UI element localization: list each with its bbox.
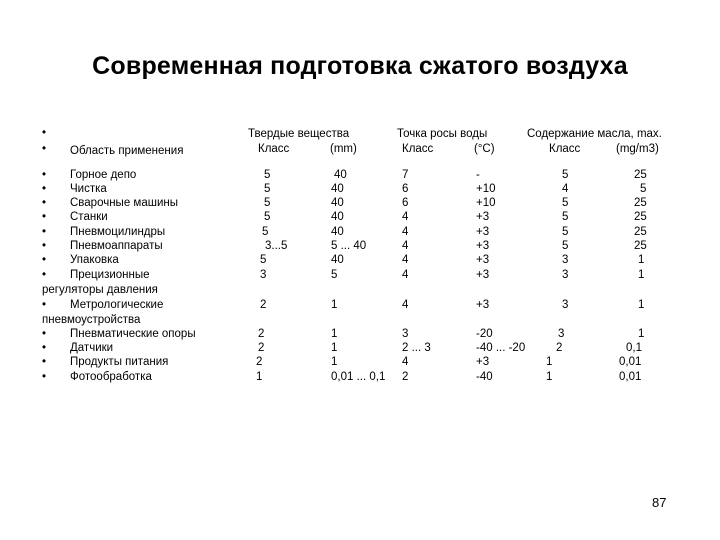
solids-class: 2 [260,299,267,311]
row-name: Пневмоцилиндры [70,226,166,238]
oil-class: 5 [562,211,569,223]
row-name: Пневмоаппараты [70,240,163,252]
slide-title: Современная подготовка сжатого воздуха [92,52,628,80]
oil-value: 0,01 [619,356,642,368]
header-dewpoint-unit: (°C) [474,143,495,155]
row-name: Прецизионные [70,269,150,281]
oil-class: 1 [546,356,553,368]
bullet: • [42,254,47,266]
dewpoint-class: 4 [402,211,409,223]
header-solids-unit: (mm) [330,143,357,155]
solids-value: 1 [331,342,338,354]
oil-value: 1 [638,269,645,281]
solids-value: 40 [334,169,347,181]
oil-value: 1 [638,299,645,311]
row-name: Станки [70,211,108,223]
bullet: • [42,197,47,209]
dewpoint-value: +3 [476,240,490,252]
dewpoint-class: 2 [402,371,409,383]
bullet: • [42,328,47,340]
row-name-continuation: регуляторы давления [42,284,158,296]
row-name: Пневматические опоры [70,328,196,340]
bullet: • [42,342,47,354]
oil-value: 5 [640,183,647,195]
row-name: Датчики [70,342,114,354]
bullet: • [42,211,47,223]
oil-value: 25 [634,211,647,223]
header-solids: Твердые вещества [248,128,350,140]
solids-value: 5 ... 40 [331,240,367,252]
solids-class: 2 [258,328,265,340]
solids-class: 3 [260,269,267,281]
solids-class: 5 [264,169,271,181]
dewpoint-value: -40 [476,371,493,383]
oil-value: 25 [634,226,647,238]
oil-value: 1 [638,254,645,266]
dewpoint-class: 7 [402,169,409,181]
row-name: Продукты питания [70,356,169,368]
oil-value: 25 [634,197,647,209]
solids-class: 5 [264,183,271,195]
dewpoint-class: 3 [402,328,409,340]
dewpoint-value: +10 [476,197,496,209]
solids-class: 2 [256,356,263,368]
dewpoint-value: - [476,169,480,181]
dewpoint-class: 6 [402,197,409,209]
row-name: Чистка [70,183,107,195]
dewpoint-class: 4 [402,254,409,266]
row-name: Метрологические [70,299,164,311]
solids-value: 1 [331,299,338,311]
page-number: 87 [652,495,667,510]
solids-class: 2 [258,342,265,354]
oil-value: 1 [638,328,645,340]
oil-value: 0,1 [626,342,642,354]
dewpoint-value: +10 [476,183,496,195]
oil-class: 3 [562,269,569,281]
dewpoint-class: 4 [402,226,409,238]
solids-value: 40 [331,211,344,223]
solids-value: 0,01 ... 0,1 [331,371,386,383]
solids-class: 5 [260,254,267,266]
solids-class: 5 [264,197,271,209]
row-name-continuation: пневмоустройства [42,314,141,326]
solids-class: 5 [262,226,269,238]
dewpoint-value: +3 [476,254,490,266]
dewpoint-value: +3 [476,356,490,368]
bullet: • [42,183,47,195]
solids-class: 3...5 [265,240,288,252]
oil-value: 0,01 [619,371,642,383]
row-name: Упаковка [70,254,119,266]
oil-class: 1 [546,371,553,383]
bullet: • [42,356,47,368]
dewpoint-value: +3 [476,269,490,281]
oil-class: 5 [562,226,569,238]
dewpoint-value: -40 ... -20 [476,342,526,354]
solids-value: 40 [331,226,344,238]
oil-class: 5 [562,240,569,252]
dewpoint-value: +3 [476,211,490,223]
oil-value: 25 [634,169,647,181]
header-dewpoint: Точка росы воды [397,128,488,140]
header-solids-class: Класс [258,143,290,155]
oil-class: 3 [558,328,565,340]
oil-class: 4 [562,183,569,195]
row-name: Фотообработка [70,371,152,383]
header-oil: Содержание масла, max. [527,128,662,140]
dewpoint-class: 4 [402,356,409,368]
bullet: • [42,143,47,155]
oil-class: 3 [562,254,569,266]
bullet: • [42,169,47,181]
dewpoint-class: 4 [402,269,409,281]
bullet: • [42,371,47,383]
bullet: • [42,127,47,139]
oil-class: 2 [556,342,563,354]
header-oil-unit: (mg/m3) [616,143,659,155]
header-oil-class: Класс [549,143,581,155]
bullet: • [42,299,47,311]
dewpoint-class: 6 [402,183,409,195]
header-dewpoint-class: Класс [402,143,434,155]
bullet: • [42,269,47,281]
oil-class: 3 [562,299,569,311]
dewpoint-class: 4 [402,240,409,252]
solids-value: 40 [331,183,344,195]
solids-class: 5 [264,211,271,223]
solids-value: 40 [331,197,344,209]
oil-class: 5 [562,197,569,209]
solids-value: 40 [331,254,344,266]
solids-value: 1 [331,328,338,340]
solids-class: 1 [256,371,263,383]
dewpoint-value: +3 [476,299,490,311]
bullet: • [42,240,47,252]
row-name: Сварочные машины [70,197,178,209]
dewpoint-class: 4 [402,299,409,311]
oil-class: 5 [562,169,569,181]
dewpoint-class: 2 ... 3 [402,342,431,354]
dewpoint-value: +3 [476,226,490,238]
bullet: • [42,226,47,238]
solids-value: 1 [331,356,338,368]
header-application: Область применения [70,145,184,157]
row-name: Горное депо [70,169,137,181]
dewpoint-value: -20 [476,328,493,340]
solids-value: 5 [331,269,338,281]
oil-value: 25 [634,240,647,252]
